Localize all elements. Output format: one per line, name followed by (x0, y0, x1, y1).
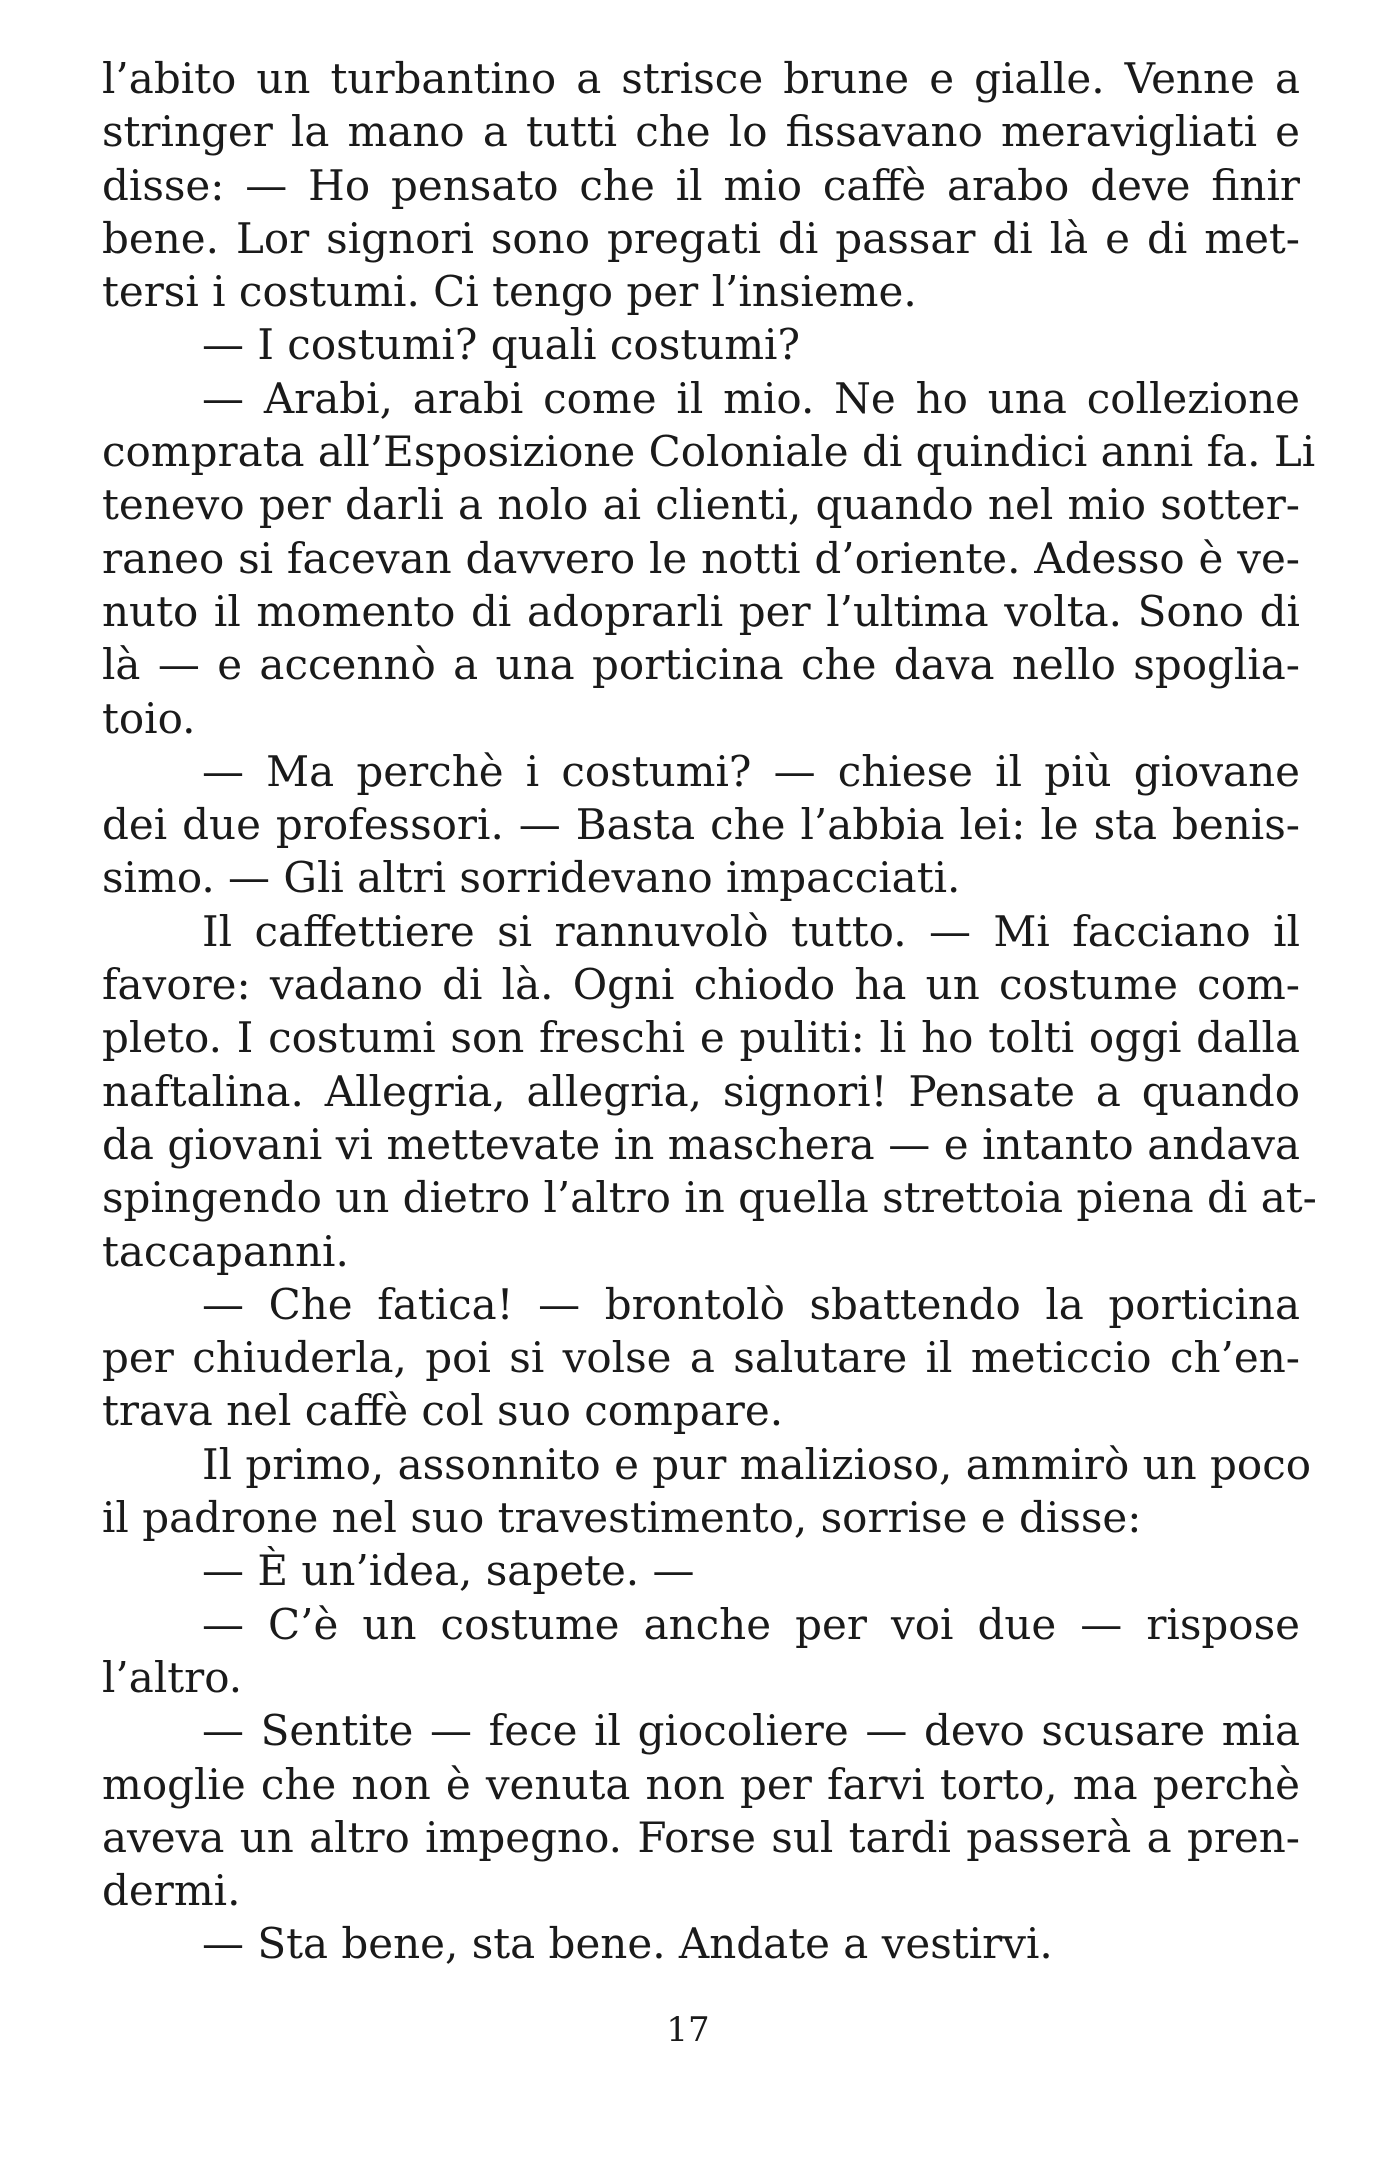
text-line: — Sentite — fece il giocoliere — devo scusare mia (202, 1706, 1300, 1756)
text-line: — È un’idea, sapete. — (202, 1546, 695, 1596)
text-line: tenevo per darli a nolo ai clienti, quando nel mio sotter- (102, 480, 1300, 530)
text-line: — C’è un costume anche per voi due — rispose (202, 1599, 1300, 1649)
text-line: — Che fatica! — brontolò sbattendo la porticina (202, 1279, 1300, 1329)
text-line: — Arabi, arabi come il mio. Ne ho una collezione (202, 373, 1300, 423)
text-line: Il caffettiere si rannuvolò tutto. — Mi facciano il (202, 906, 1300, 956)
text-line: — Ma perchè i costumi? — chiese il più giovane (202, 746, 1300, 796)
page-number: 17 (666, 2010, 710, 2050)
text-line: dei due professori. — Basta che l’abbia lei: le sta benis- (102, 800, 1300, 850)
text-line: Il primo, assonnito e pur malizioso, ammirò un poco (202, 1439, 1312, 1489)
text-line: l’altro. (102, 1652, 243, 1702)
text-line: l’abito un turbantino a strisce brune e gialle. Venne a (102, 54, 1300, 103)
text-line: il padrone nel suo travestimento, sorrise e disse: (102, 1493, 1142, 1543)
text-line: là — e accennò a una porticina che dava nello spoglia- (102, 640, 1300, 690)
text-line: spingendo un dietro l’altro in quella strettoia piena di at- (102, 1173, 1317, 1223)
text-line: da giovani vi mettevate in maschera — e intanto andava (102, 1119, 1300, 1169)
text-line: dermi. (102, 1866, 241, 1916)
text-line: raneo si facevan davvero le notti d’oriente. Adesso è ve- (102, 533, 1300, 583)
text-line: aveva un altro impegno. Forse sul tardi passerà a pren- (102, 1812, 1300, 1862)
text-line: trava nel caffè col suo compare. (102, 1386, 784, 1436)
text-line: disse: — Ho pensato che il mio caffè arabo deve finir (102, 160, 1300, 210)
text-line: taccapanni. (102, 1226, 349, 1276)
text-line: bene. Lor signori sono pregati di passar di là e di met- (102, 213, 1300, 263)
text-line: nuto il momento di adoprarli per l’ultima volta. Sono di (102, 586, 1300, 636)
text-line: — I costumi? quali costumi? (202, 320, 800, 370)
text-line: comprata all’Esposizione Coloniale di quindici anni fa. Li (102, 427, 1316, 477)
text-line: pleto. I costumi son freschi e puliti: li ho tolti oggi dalla (102, 1013, 1300, 1063)
text-line: stringer la mano a tutti che lo fissavano meravigliati e (102, 107, 1300, 157)
text-line: per chiuderla, poi si volse a salutare il meticcio ch’en- (102, 1333, 1300, 1383)
text-line: moglie che non è venuta non per farvi torto, ma perchè (102, 1759, 1300, 1809)
text-line: tersi i costumi. Ci tengo per l’insieme. (102, 267, 917, 317)
body-text (102, 52, 1317, 1971)
text-line: — Sta bene, sta bene. Andate a vestirvi. (202, 1919, 1053, 1969)
text-line: naftalina. Allegria, allegria, signori! Pensate a quando (102, 1066, 1300, 1116)
text-line: simo. — Gli altri sorridevano impacciati. (102, 853, 961, 903)
text-line: favore: vadano di là. Ogni chiodo ha un costume com- (102, 960, 1300, 1010)
text-line: toio. (102, 693, 196, 743)
